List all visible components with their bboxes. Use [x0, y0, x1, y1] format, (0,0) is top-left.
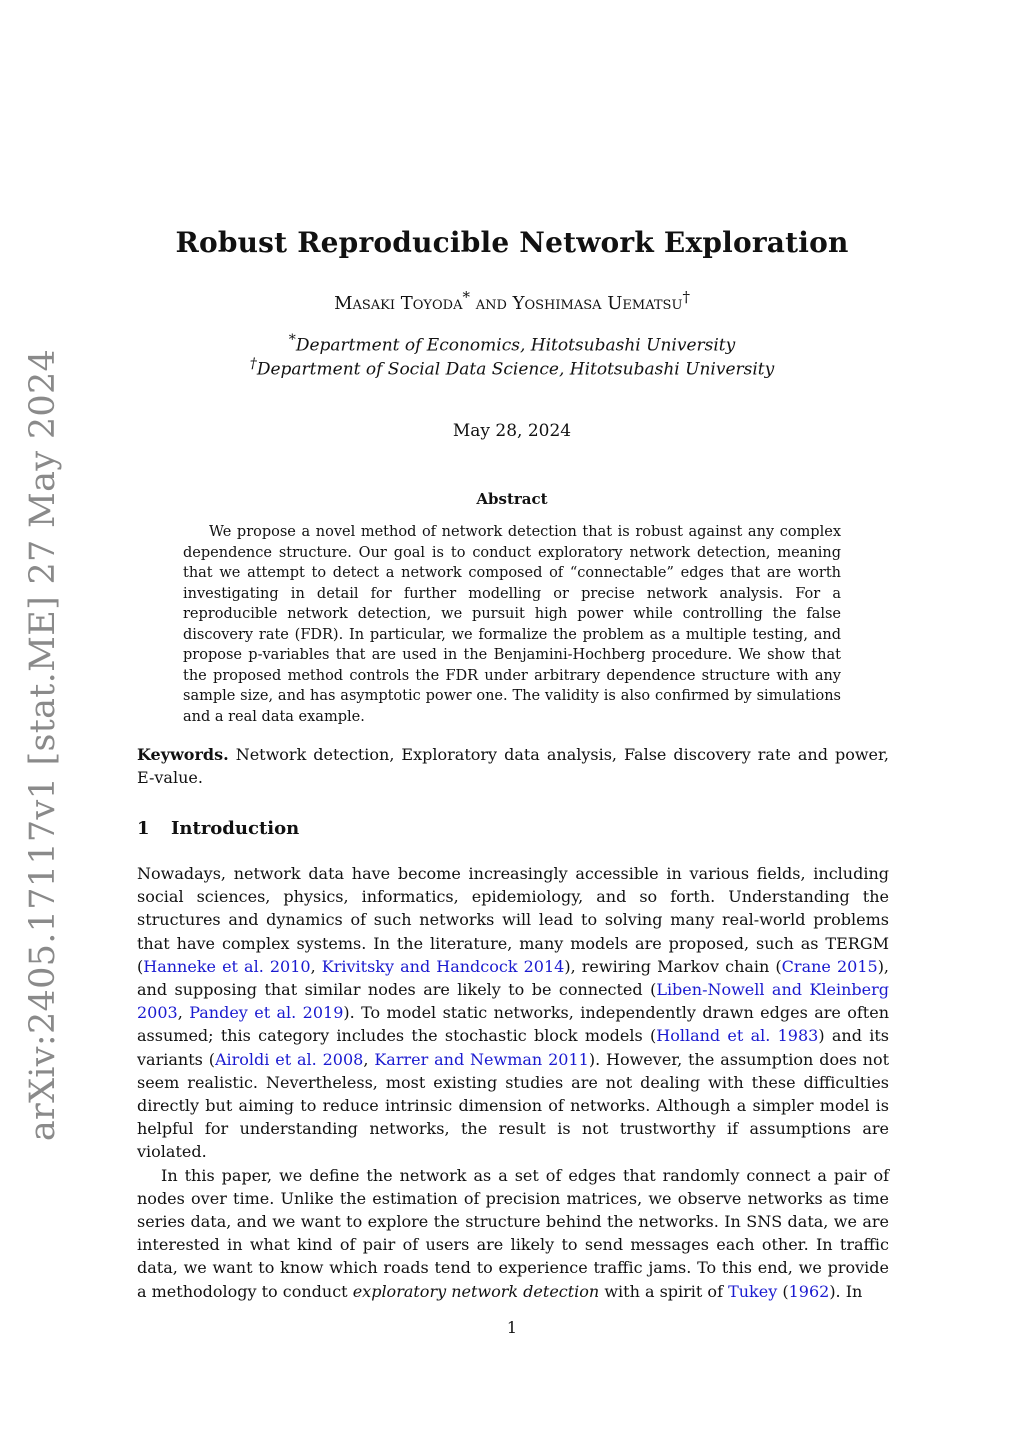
- arxiv-identifier: arXiv:2405.17117v1 [stat.ME] 27 May 2024: [23, 348, 63, 1142]
- citation-link[interactable]: Hanneke et al. 2010: [143, 956, 311, 976]
- text-run: (: [777, 1281, 789, 1301]
- text-run: ). However, the assumption does not seem realistic. Nevertheless, most existing studies are not dealing with these difficulties directly but aiming to reduce intrinsic dimension of networks. Although a simpler model is helpful for understanding networks, the result is not trustworthy if assumptions are violated.: [137, 1049, 890, 1162]
- paragraph: [137, 862, 889, 1164]
- text-run: ,: [310, 956, 322, 976]
- paper-title: Robust Reproducible Network Exploration: [175, 226, 849, 259]
- affiliation: *Department of Economics, Hitotsubashi University: [288, 332, 736, 356]
- introduction-body: [137, 862, 889, 1303]
- citation-link[interactable]: Tukey: [728, 1281, 778, 1301]
- section-title: Introduction: [171, 818, 300, 839]
- section-heading: [137, 818, 299, 839]
- author-list: [0, 288, 1024, 314]
- publication-date: May 28, 2024: [452, 421, 572, 441]
- abstract-paragraph: We propose a novel method of network detection that is robust against any complex dependence structure. Our goal is to conduct exploratory network detection, meaning that we attempt to detect a network composed of “connectable” edges that are worth investigating in detail for further modelling or precise network analysis. For a reproducible network detection, we pursuit high power while controlling the false discovery rate (FDR). In particular, we formalize the problem as a multiple testing, and propose p-variables that are used in the Benjamini-Hochberg procedure. We show that the proposed method controls the FDR under arbitrary dependence structure with any sample size, and has asymptotic power one. The validity is also confirmed by simulations and a real data example.: [183, 524, 841, 725]
- abstract-heading: Abstract: [476, 490, 548, 508]
- footnote-mark: †: [249, 356, 257, 372]
- text-run: ) and its variants (: [137, 1026, 889, 1069]
- footnote-mark: *: [462, 288, 470, 306]
- text-run: ), and supposing that similar nodes are likely to be connected (: [137, 956, 890, 1000]
- emphasized-text: exploratory network detection: [352, 1281, 600, 1301]
- citation-link[interactable]: Krivitsky and Handcock 2014: [321, 956, 565, 976]
- text-run: ,: [177, 1003, 190, 1023]
- keywords-label: Keywords.: [137, 745, 229, 764]
- author-name: Masaki Toyoda: [334, 293, 463, 314]
- citation-link[interactable]: Karrer and Newman 2011: [374, 1049, 589, 1069]
- citation-link[interactable]: Airoldi et al. 2008: [214, 1049, 364, 1069]
- citation-link[interactable]: Crane 2015: [781, 956, 878, 976]
- abstract-body: [183, 522, 841, 727]
- text-run: with a spirit of: [599, 1281, 729, 1301]
- text-run: ). To model static networks, independently drawn edges are often assumed; this category includes the stochastic block models (: [137, 1003, 889, 1046]
- footnote-mark: *: [288, 332, 296, 348]
- paragraph: [137, 1164, 889, 1303]
- keywords-text: Network detection, Exploratory data analysis, False discovery rate and power, E-value.: [137, 745, 889, 787]
- footnote-mark: †: [682, 288, 690, 306]
- affiliation: †Department of Social Data Science, Hitotsubashi University: [249, 356, 775, 380]
- author-name: Yoshimasa Uematsu: [512, 293, 683, 314]
- citation-link[interactable]: Pandey et al. 2019: [189, 1003, 344, 1023]
- citation-link[interactable]: Holland et al. 1983: [656, 1026, 819, 1046]
- section-number: 1: [137, 818, 150, 839]
- page-number: 1: [506, 1318, 518, 1337]
- text-run: Nowadays, network data have become increasingly accessible in various fields, including social sciences, physics, informatics, epidemiology, and so forth. Understanding the structures and dynamics of such networks will lead to solving many real-world problems that have complex systems. In the literature, many models are proposed, such as TERGM (: [137, 864, 889, 976]
- author-separator: and: [469, 293, 513, 314]
- keywords: [137, 743, 889, 789]
- text-run: ), rewiring Markov chain (: [564, 956, 782, 976]
- text-run: ). In: [829, 1281, 863, 1301]
- citation-link[interactable]: Liben-Nowell and Kleinberg 2003: [137, 980, 890, 1023]
- citation-link[interactable]: 1962: [788, 1281, 830, 1301]
- text-run: In this paper, we define the network as a set of edges that randomly connect a pair of nodes over time. Unlike the estimation of precision matrices, we observe networks as time series data, and we want to explore the structure behind the networks. In SNS data, we are interested in what kind of pair of users are likely to send messages each other. In traffic data, we want to know which roads tend to experience traffic jams. To this end, we provide a methodology to conduct: [137, 1165, 889, 1301]
- text-run: ,: [363, 1049, 375, 1069]
